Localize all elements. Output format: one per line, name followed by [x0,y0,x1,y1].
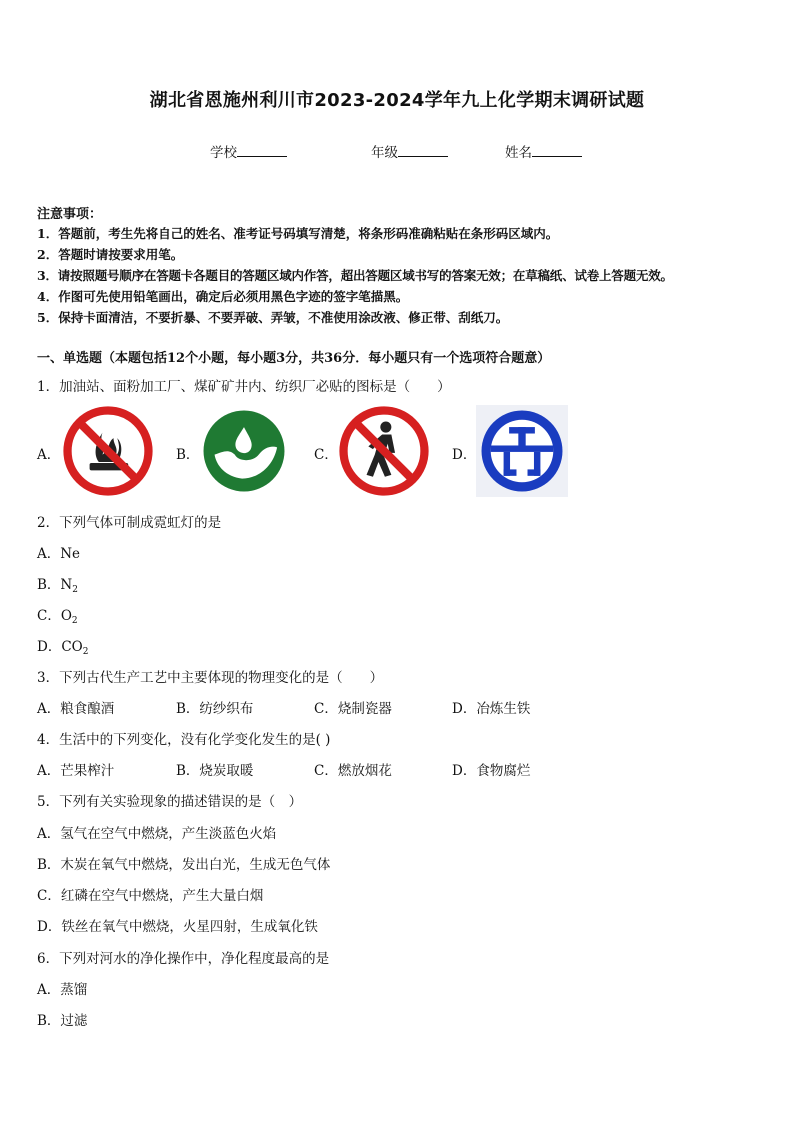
grade-blank [398,144,448,157]
q6-option-b: B．过滤 [37,1013,88,1029]
q2-option-d [37,635,88,657]
name-label: 姓名 [505,145,532,161]
school-field [210,141,287,161]
q1-option-d-label: D． [452,447,477,463]
question-5-stem: 5．下列有关实验现象的描述错误的是（ ） [37,794,303,810]
q4-option-d: D．食物腐烂 [452,763,531,779]
q2-option-c-subscript: 2 [71,616,78,626]
q1-option-b-label: B． [176,447,200,463]
name-blank [532,144,582,157]
name-field [505,141,582,161]
q3-option-b: B．纺纱织布 [176,701,254,717]
no-pedestrian-icon [338,405,430,497]
q2-option-d-subscript: 2 [82,647,89,657]
q1-option-c-label: C． [314,447,338,463]
q2-option-b [37,573,78,595]
q2-option-a: A．Ne [37,546,81,562]
page-title: 湖北省恩施州利川市2023-2024学年九上化学期末调研试题 [149,90,645,111]
no-fire-icon [62,405,154,497]
notes-heading: 注意事项： [37,207,103,222]
note-item: 1．答题前，考生先将自己的姓名、准考证号码填写清楚，将条形码准确粘贴在条形码区域内。 [37,226,559,241]
recycling-symbol-icon [476,405,568,497]
water-saving-icon [198,405,290,497]
q2-option-c-text: C．O [37,608,72,624]
grade-label: 年级 [371,145,398,161]
q5-option-a: A．氢气在空气中燃烧，产生淡蓝色火焰 [37,826,277,842]
q5-option-d: D．铁丝在氧气中燃烧，火星四射，生成氧化铁 [37,919,318,935]
q2-option-b-subscript: 2 [72,585,78,595]
grade-field [371,141,448,161]
q3-option-a: A．粮食酿酒 [37,701,115,717]
question-1-stem: 1．加油站、面粉加工厂、煤矿矿井内、纺织厂必贴的图标是（ ） [37,379,451,395]
q3-option-d: D．冶炼生铁 [452,701,531,717]
section-title: 一、单选题（本题包括12个小题，每小题3分，共36分．每小题只有一个选项符合题意） [37,351,551,366]
q2-option-b-text: B．N [37,577,73,593]
q4-option-c: C．燃放烟花 [314,763,392,779]
q4-option-a: A．芒果榨汁 [37,763,115,779]
question-2-stem: 2．下列气体可制成霓虹灯的是 [37,515,222,531]
q4-option-b: B．烧炭取暖 [176,763,254,779]
school-blank [237,144,287,157]
question-3-stem: 3．下列古代生产工艺中主要体现的物理变化的是（ ） [37,670,384,686]
note-item: 2．答题时请按要求用笔。 [37,247,184,262]
q3-option-c: C．烧制瓷器 [314,701,392,717]
note-item: 3．请按照题号顺序在答题卡各题目的答题区域内作答，超出答题区域书写的答案无效；在草稿纸、试卷上答题无效。 [37,268,673,283]
q5-option-b: B．木炭在氧气中燃烧，发出白光，生成无色气体 [37,857,331,873]
q2-option-d-text: D．CO [37,639,83,655]
question-6-stem: 6．下列对河水的净化操作中，净化程度最高的是 [37,951,330,967]
note-item: 5．保持卡面清洁，不要折暴、不要弄破、弄皱，不准使用涂改液、修正带、刮纸刀。 [37,310,509,325]
question-4-stem: 4．生活中的下列变化，没有化学变化发生的是( ) [37,732,331,748]
q6-option-a: A．蒸馏 [37,982,88,998]
school-label: 学校 [210,145,237,161]
note-item: 4．作图可先使用铅笔画出，确定后必须用黑色字迹的签字笔描黑。 [37,289,409,304]
q5-option-c: C．红磷在空气中燃烧，产生大量白烟 [37,888,264,904]
q2-option-c [37,604,78,626]
q1-option-a-label: A． [37,447,61,463]
